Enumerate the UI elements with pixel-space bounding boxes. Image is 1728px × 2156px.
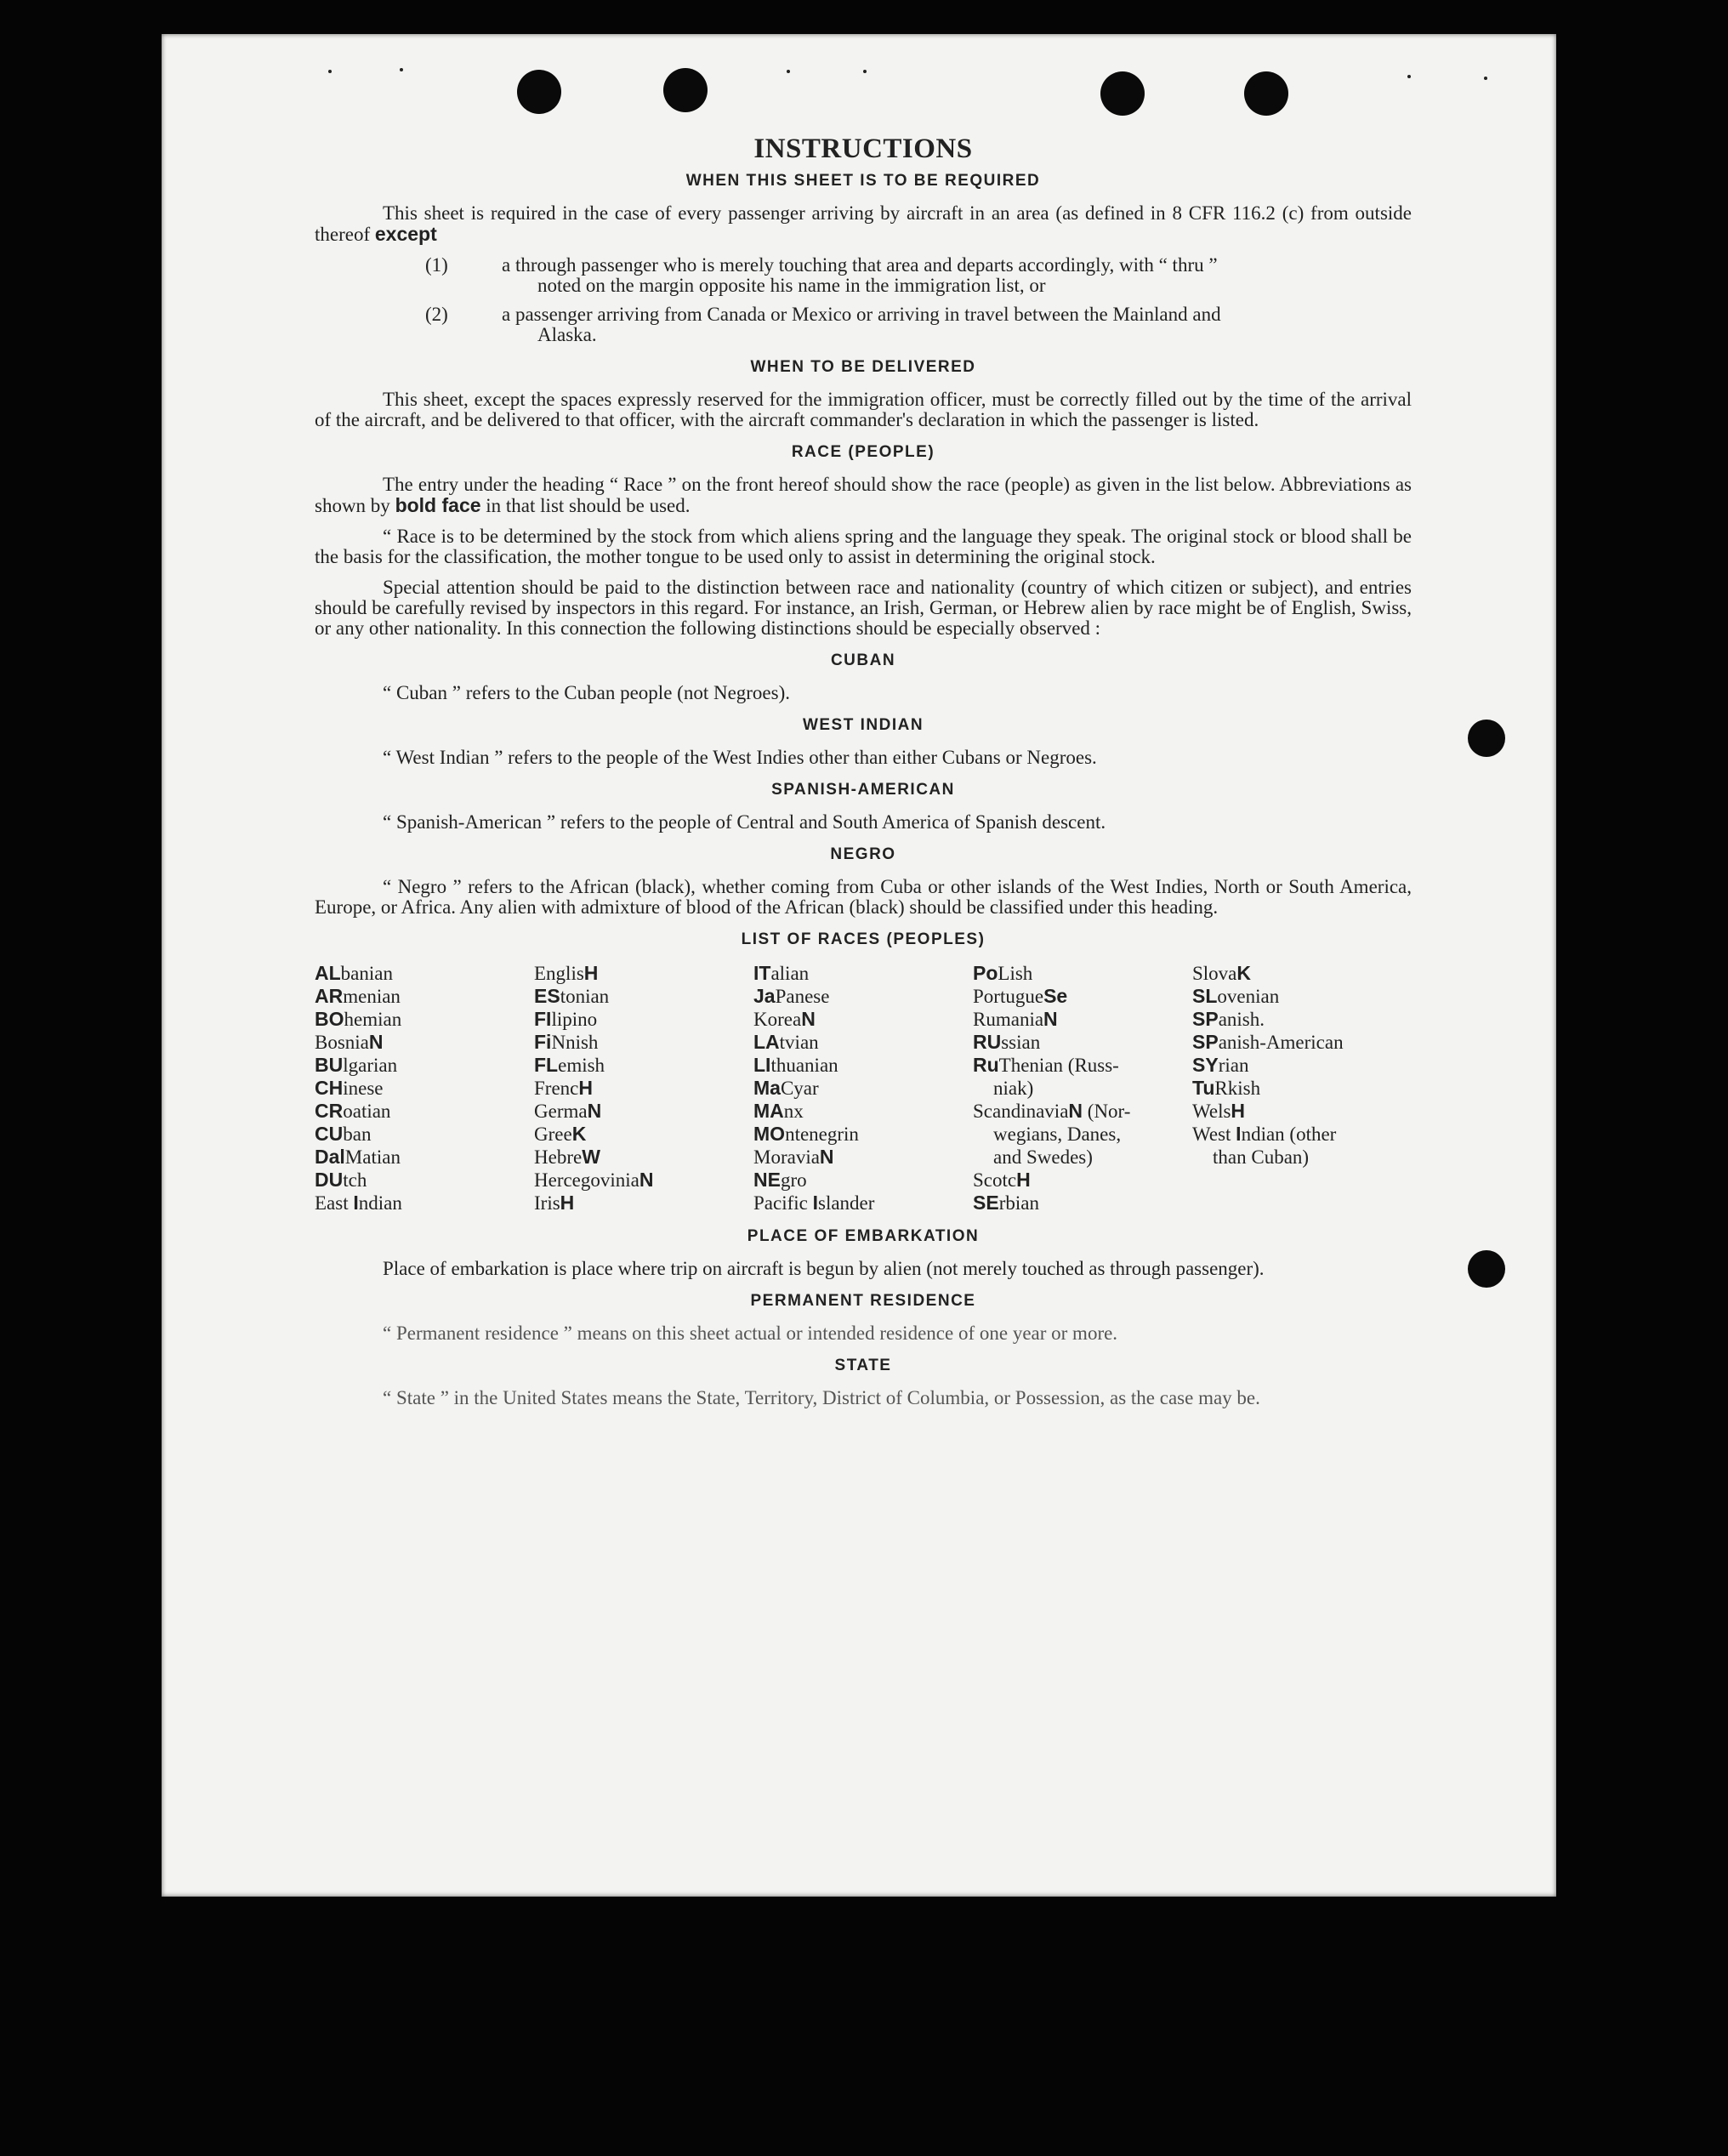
punch-hole [663, 68, 708, 112]
section-heading: LIST OF RACES (PEOPLES) [741, 930, 986, 948]
race-entry: FLemish [534, 1054, 605, 1076]
punch-hole [517, 70, 561, 114]
paragraph: Special attention should be paid to the distinction between race and nationality (country of which citizen or subject), and entries should be carefully revised by inspectors in this regard. For instance, an Irish, German, or Hebrew alien by race might be of English, Swiss, or any other nationality. In this connection the following distinctions should be especially observed : [315, 577, 1412, 639]
race-entry: BOhemian [315, 1008, 402, 1030]
paragraph: “ Negro ” refers to the African (black), whether coming from Cuba or other islands of the West Indies, North or South America, Europe, or Africa. Any alien with admixture of blood of the African (black) should be classified under this heading. [315, 876, 1412, 918]
race-entry: SPanish. [1192, 1008, 1265, 1030]
section-heading: PLACE OF EMBARKATION [747, 1227, 980, 1245]
section-heading: SPANISH-AMERICAN [771, 781, 955, 799]
section-heading: PERMANENT RESIDENCE [750, 1292, 976, 1310]
race-entry: BUlgarian [315, 1054, 398, 1076]
race-entry: wegians, Danes, [993, 1124, 1122, 1145]
paragraph: “ Permanent residence ” means on this sheet actual or intended residence of one year or more. [383, 1323, 1118, 1344]
race-entry: MoraviaN [753, 1146, 834, 1168]
race-entry: West Indian (other [1192, 1123, 1337, 1145]
race-entry: CUban [315, 1123, 372, 1145]
section-heading: STATE [834, 1357, 892, 1374]
instructions-text [315, 132, 1412, 1419]
clause-item: (1) a through passenger who is merely touching that area and departs accordingly, with “ thru ” noted on the margin opposite his name in the immigration list, or [425, 254, 1218, 296]
section-heading: WHEN THIS SHEET IS TO BE REQUIRED [685, 172, 1041, 190]
race-entry: FIlipino [534, 1008, 598, 1030]
race-entry: MOntenegrin [753, 1123, 859, 1145]
race-entry: FrencH [534, 1077, 593, 1099]
race-entry: SYrian [1192, 1054, 1249, 1076]
race-entry: FiNnish [534, 1031, 599, 1053]
race-column [753, 962, 973, 1215]
section-heading: RACE (PEOPLE) [791, 443, 935, 461]
punch-hole [1468, 720, 1505, 757]
race-entry: WelsH [1192, 1100, 1246, 1122]
race-entry: KoreaN [753, 1008, 816, 1030]
section-heading: NEGRO [830, 845, 896, 863]
race-entry: LAtvian [753, 1031, 819, 1053]
paragraph: “ Spanish-American ” refers to the people of Central and South America of Spanish descent. [383, 811, 1106, 833]
race-list [315, 962, 1412, 1215]
punch-hole [1100, 71, 1145, 116]
paragraph: The entry under the heading “ Race ” on the front hereof should show the race (people) as given in the list below. Abbreviations as shown by bold face in that list should be used. [315, 474, 1412, 516]
paragraph: “ State ” in the United States means the State, Territory, District of Columbia, or Possession, as the case may be. [383, 1387, 1260, 1408]
page-title: INSTRUCTIONS [753, 134, 973, 164]
paragraph: “ West Indian ” refers to the people of the West Indies other than either Cubans or Negroes. [383, 747, 1097, 768]
race-entry: SPanish-American [1192, 1031, 1344, 1053]
race-entry: CHinese [315, 1077, 384, 1099]
race-entry: GreeK [534, 1123, 587, 1145]
race-column [534, 962, 753, 1215]
race-column [973, 962, 1192, 1215]
race-entry: RumaniaN [973, 1008, 1058, 1030]
race-column [315, 962, 534, 1215]
race-entry: MaCyar [753, 1077, 819, 1099]
clause-item: (2) a passenger arriving from Canada or Mexico or arriving in travel between the Mainland and Alaska. [425, 304, 1221, 345]
punch-hole [1244, 71, 1288, 116]
race-entry: RUssian [973, 1031, 1041, 1053]
race-entry: SLovenian [1192, 985, 1280, 1007]
race-entry: BosniaN [315, 1031, 384, 1053]
race-column [1192, 962, 1412, 1215]
race-entry: and Swedes) [993, 1146, 1093, 1168]
race-entry: EStonian [534, 985, 610, 1007]
race-entry: ALbanian [315, 962, 393, 984]
race-entry: ScotcH [973, 1169, 1031, 1191]
punch-hole [1468, 1250, 1505, 1288]
race-entry: ARmenian [315, 985, 401, 1007]
race-entry: EnglisH [534, 962, 599, 984]
paragraph: This sheet, except the spaces expressly reserved for the immigration officer, must be correctly filled out by the time of the arrival of the aircraft, and be delivered to that officer, with the aircraft commander's declaration in which the passenger is listed. [315, 389, 1412, 430]
race-entry: NEgro [753, 1169, 807, 1191]
race-entry: niak) [993, 1078, 1034, 1099]
race-entry: RuThenian (Russ- [973, 1054, 1119, 1076]
race-entry: DUtch [315, 1169, 367, 1191]
race-entry: ScandinaviaN (Nor- [973, 1100, 1131, 1122]
race-entry: CRoatian [315, 1100, 391, 1122]
race-entry: than Cuban) [1213, 1146, 1310, 1168]
race-entry: Pacific Islander [753, 1192, 875, 1214]
race-entry: DalMatian [315, 1146, 401, 1168]
race-entry: MAnx [753, 1100, 804, 1122]
race-entry: LIthuanian [753, 1054, 838, 1076]
race-entry: East Indian [315, 1192, 402, 1214]
paragraph: Place of embarkation is place where trip on aircraft is begun by alien (not merely touched as through passenger). [383, 1258, 1265, 1279]
section-heading: WEST INDIAN [802, 716, 924, 734]
race-entry: HercegoviniaN [534, 1169, 654, 1191]
section-heading: WHEN TO BE DELIVERED [750, 358, 976, 376]
race-entry: HebreW [534, 1146, 600, 1168]
race-entry: TuRkish [1192, 1077, 1261, 1099]
race-entry: JaPanese [753, 985, 830, 1007]
section-heading: CUBAN [830, 651, 896, 669]
paragraph: This sheet is required in the case of every passenger arriving by aircraft in an area (as defined in 8 CFR 116.2 (c) from outside thereof except [315, 202, 1412, 245]
paragraph: “ Cuban ” refers to the Cuban people (not Negroes). [383, 682, 791, 703]
race-entry: ITalian [753, 962, 810, 984]
race-entry: PoLish [973, 962, 1033, 984]
race-entry: GermaN [534, 1100, 602, 1122]
race-entry: SErbian [973, 1192, 1039, 1214]
race-entry: IrisH [534, 1192, 575, 1214]
race-entry: SlovaK [1192, 962, 1252, 984]
race-entry: PortugueSe [973, 985, 1068, 1007]
paragraph: “ Race is to be determined by the stock from which aliens spring and the language they speak. The original stock or blood shall be the basis for the classification, the mother tongue to be used only to assist in determining the original stock. [315, 526, 1412, 567]
